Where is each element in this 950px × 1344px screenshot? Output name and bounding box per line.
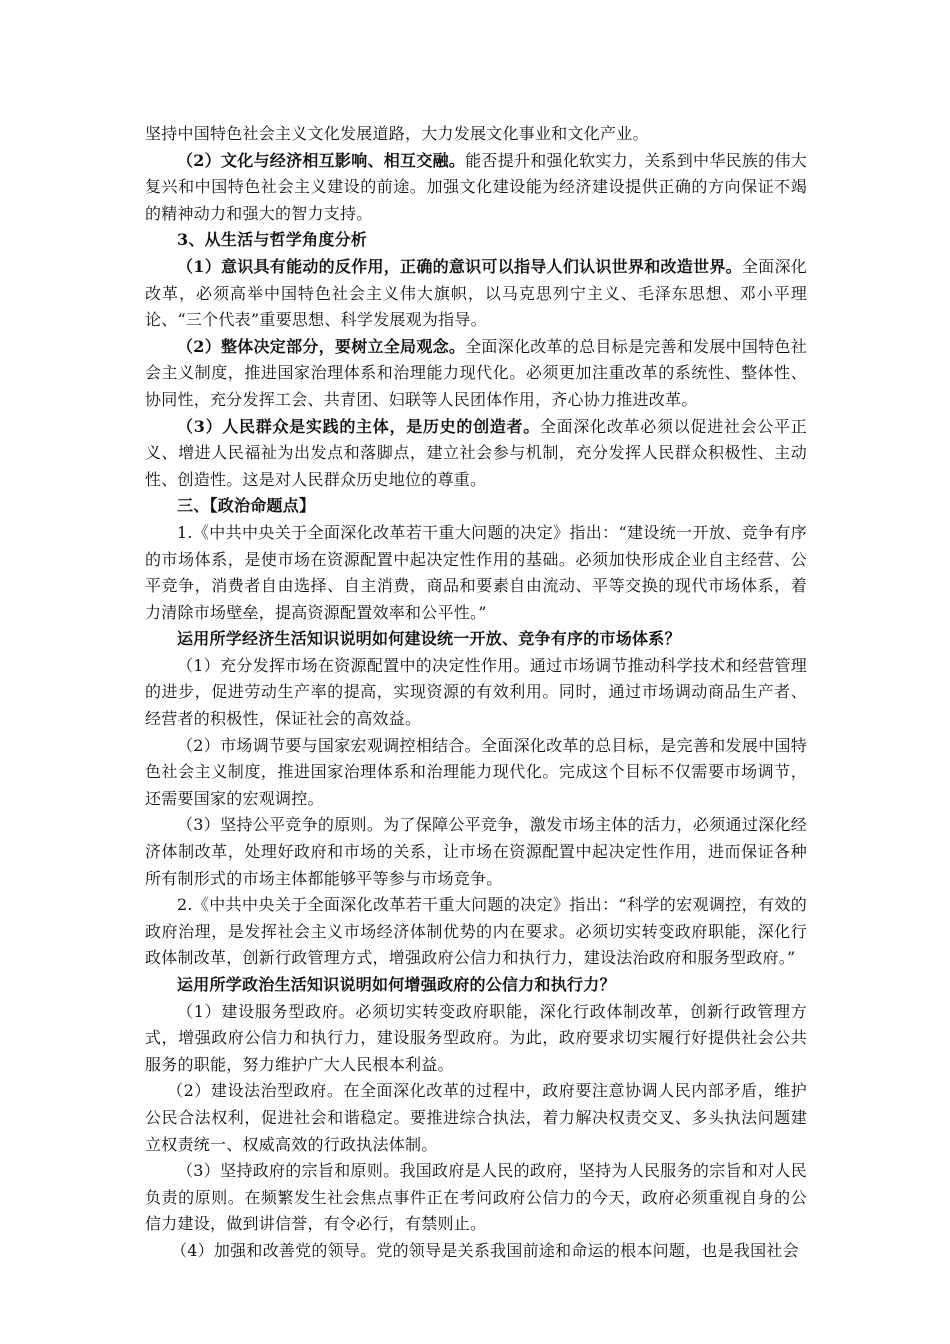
heading-text: 三、【政治命题点】 bbox=[177, 496, 316, 516]
question-government-credibility bbox=[145, 972, 807, 999]
paragraph-text: （3）坚持政府的宗旨和原则。我国政府是人民的政府，坚持为人民服务的宗旨和对人民负责的原则。在频繁发生社会焦点事件正在考问政府公信力的今天，政府必须重视自身的公信力建设，做到讲信誉，有令必行，有禁则止。 bbox=[145, 1161, 807, 1234]
paragraph-text: 坚持中国特色社会主义文化发展道路，大力发展文化事业和文化产业。 bbox=[145, 124, 649, 143]
document-body bbox=[145, 121, 807, 1265]
paragraph-text: （2）市场调节要与国家宏观调控相结合。全面深化改革的总目标，是完善和发展中国特色社会主义制度，推进国家治理体系和治理能力现代化。完成这个目标不仅需要市场调节，还需要国家的宏观调控。 bbox=[145, 735, 807, 808]
question-market-system bbox=[145, 626, 807, 653]
heading-text: 3、从生活与哲学角度分析 bbox=[177, 230, 368, 250]
paragraph-text: 全面深化改革，必须高举中国特色社会主义伟大旗帜，以马克思列宁主义、毛泽东思想、邓小平理论、“三个代表”重要思想、科学发展观为指导。 bbox=[145, 256, 807, 330]
paragraph-text: （4）加强和改善党的领导。党的领导是关系我国前途和命运的根本问题，也是我国社会 bbox=[171, 1240, 799, 1260]
answer-government-4 bbox=[145, 1238, 807, 1265]
paragraph-consciousness bbox=[145, 254, 807, 334]
answer-market-3 bbox=[145, 812, 807, 892]
paragraph-text: 全面深化改革必须以促进社会公平正义、增进人民福祉为出发点和落脚点，建立社会参与机制，充分发挥人民群众积极性、主动性、创造性。这是对人民群众历史地位的尊重。 bbox=[145, 416, 807, 489]
answer-market-1 bbox=[145, 653, 807, 733]
answer-government-2 bbox=[145, 1078, 807, 1158]
section-heading-philosophy bbox=[145, 227, 807, 254]
answer-government-1 bbox=[145, 999, 807, 1079]
section-heading-politics bbox=[145, 493, 807, 520]
answer-market-2 bbox=[145, 733, 807, 813]
paragraph-heading: （2）整体决定部分，要树立全局观念。 bbox=[177, 336, 466, 356]
paragraph-culture-economy bbox=[145, 148, 807, 228]
paragraph-text: 2.《中共中央关于全面深化改革若干重大问题的决定》指出：“科学的宏观调控，有效的政府治理，是发挥社会主义市场经济体制优势的内在要求。必须切实转变政府职能，深化行政体制改革，创新行政管理方式，增强政府公信力和执行力，建设法治政府和服务型政府。” bbox=[145, 895, 807, 968]
question-text: 运用所学经济生活知识说明如何建设统一开放、竞争有序的市场体系？ bbox=[177, 629, 681, 649]
paragraph-text: （1）建设服务型政府。必须切实转变政府职能，深化行政体制改革，创新行政管理方式，增强政府公信力和执行力，建设服务型政府。为此，政府要求切实履行好提供社会公共服务的职能，努力维护广大人民根本利益。 bbox=[145, 1001, 807, 1074]
paragraph-whole-part bbox=[145, 334, 807, 414]
paragraph-text: 全面深化改革的总目标是完善和发展中国特色社会主义制度，推进国家治理体系和治理能力现代化。必须更加注重改革的系统性、整体性、协同性，充分发挥工会、共青团、妇联等人民团体作用，齐心协力推进改革。 bbox=[145, 336, 807, 409]
question-text: 运用所学政治生活知识说明如何增强政府的公信力和执行力？ bbox=[177, 975, 616, 994]
paragraph-heading: （3）人民群众是实践的主体，是历史的创造者。 bbox=[177, 416, 540, 436]
paragraph-text: 能否提升和强化软实力，关系到中华民族的伟大复兴和中国特色社会主义建设的前途。加强文化建设能为经济建设提供正确的方向保证不竭的精神动力和强大的智力支持。 bbox=[145, 150, 807, 223]
paragraph-heading: （1）意识具有能动的反作用，正确的意识可以指导人们认识世界和改造世界。 bbox=[177, 256, 742, 276]
paragraph-text: （3）坚持公平竞争的原则。为了保障公平竞争，激发市场主体的活力，必须通过深化经济体制改革，处理好政府和市场的关系，让市场在资源配置中起决定性作用，进而保证各种所有制形式的市场主体都能够平等参与市场竞争。 bbox=[145, 815, 807, 888]
paragraph-text: 1.《中共中央关于全面深化改革若干重大问题的决定》指出：“建设统一开放、竞争有序的市场体系，是使市场在资源配置中起决定性作用的基础。必须加快形成企业自主经营、公平竞争，消费者自由选择、自主消费，商品和要素自由流动、平等交换的现代市场体系，着力清除市场壁垒，提高资源配置效率和公平性。” bbox=[145, 522, 807, 622]
paragraph-text: （2）建设法治型政府。在全面深化改革的过程中，政府要注意协调人民内部矛盾，维护公民合法权利，促进社会和谐稳定。要推进综合执法，着力解决权责交叉、多头执法问题建立权责统一、权威高效的行政执法体制。 bbox=[145, 1081, 807, 1154]
paragraph-people-masses bbox=[145, 414, 807, 494]
paragraph-quote-market bbox=[145, 520, 807, 626]
paragraph-quote-government bbox=[145, 892, 807, 972]
paragraph-text: （1）充分发挥市场在资源配置中的决定性作用。通过市场调节推动科学技术和经营管理的进步，促进劳动生产率的提高，实现资源的有效利用。同时，通过市场调动商品生产者、经营者的积极性，保证社会的高效益。 bbox=[145, 655, 807, 729]
paragraph-culture-road bbox=[145, 121, 807, 148]
paragraph-heading: （2）文化与经济相互影响、相互交融。 bbox=[177, 150, 466, 170]
answer-government-3 bbox=[145, 1158, 807, 1238]
